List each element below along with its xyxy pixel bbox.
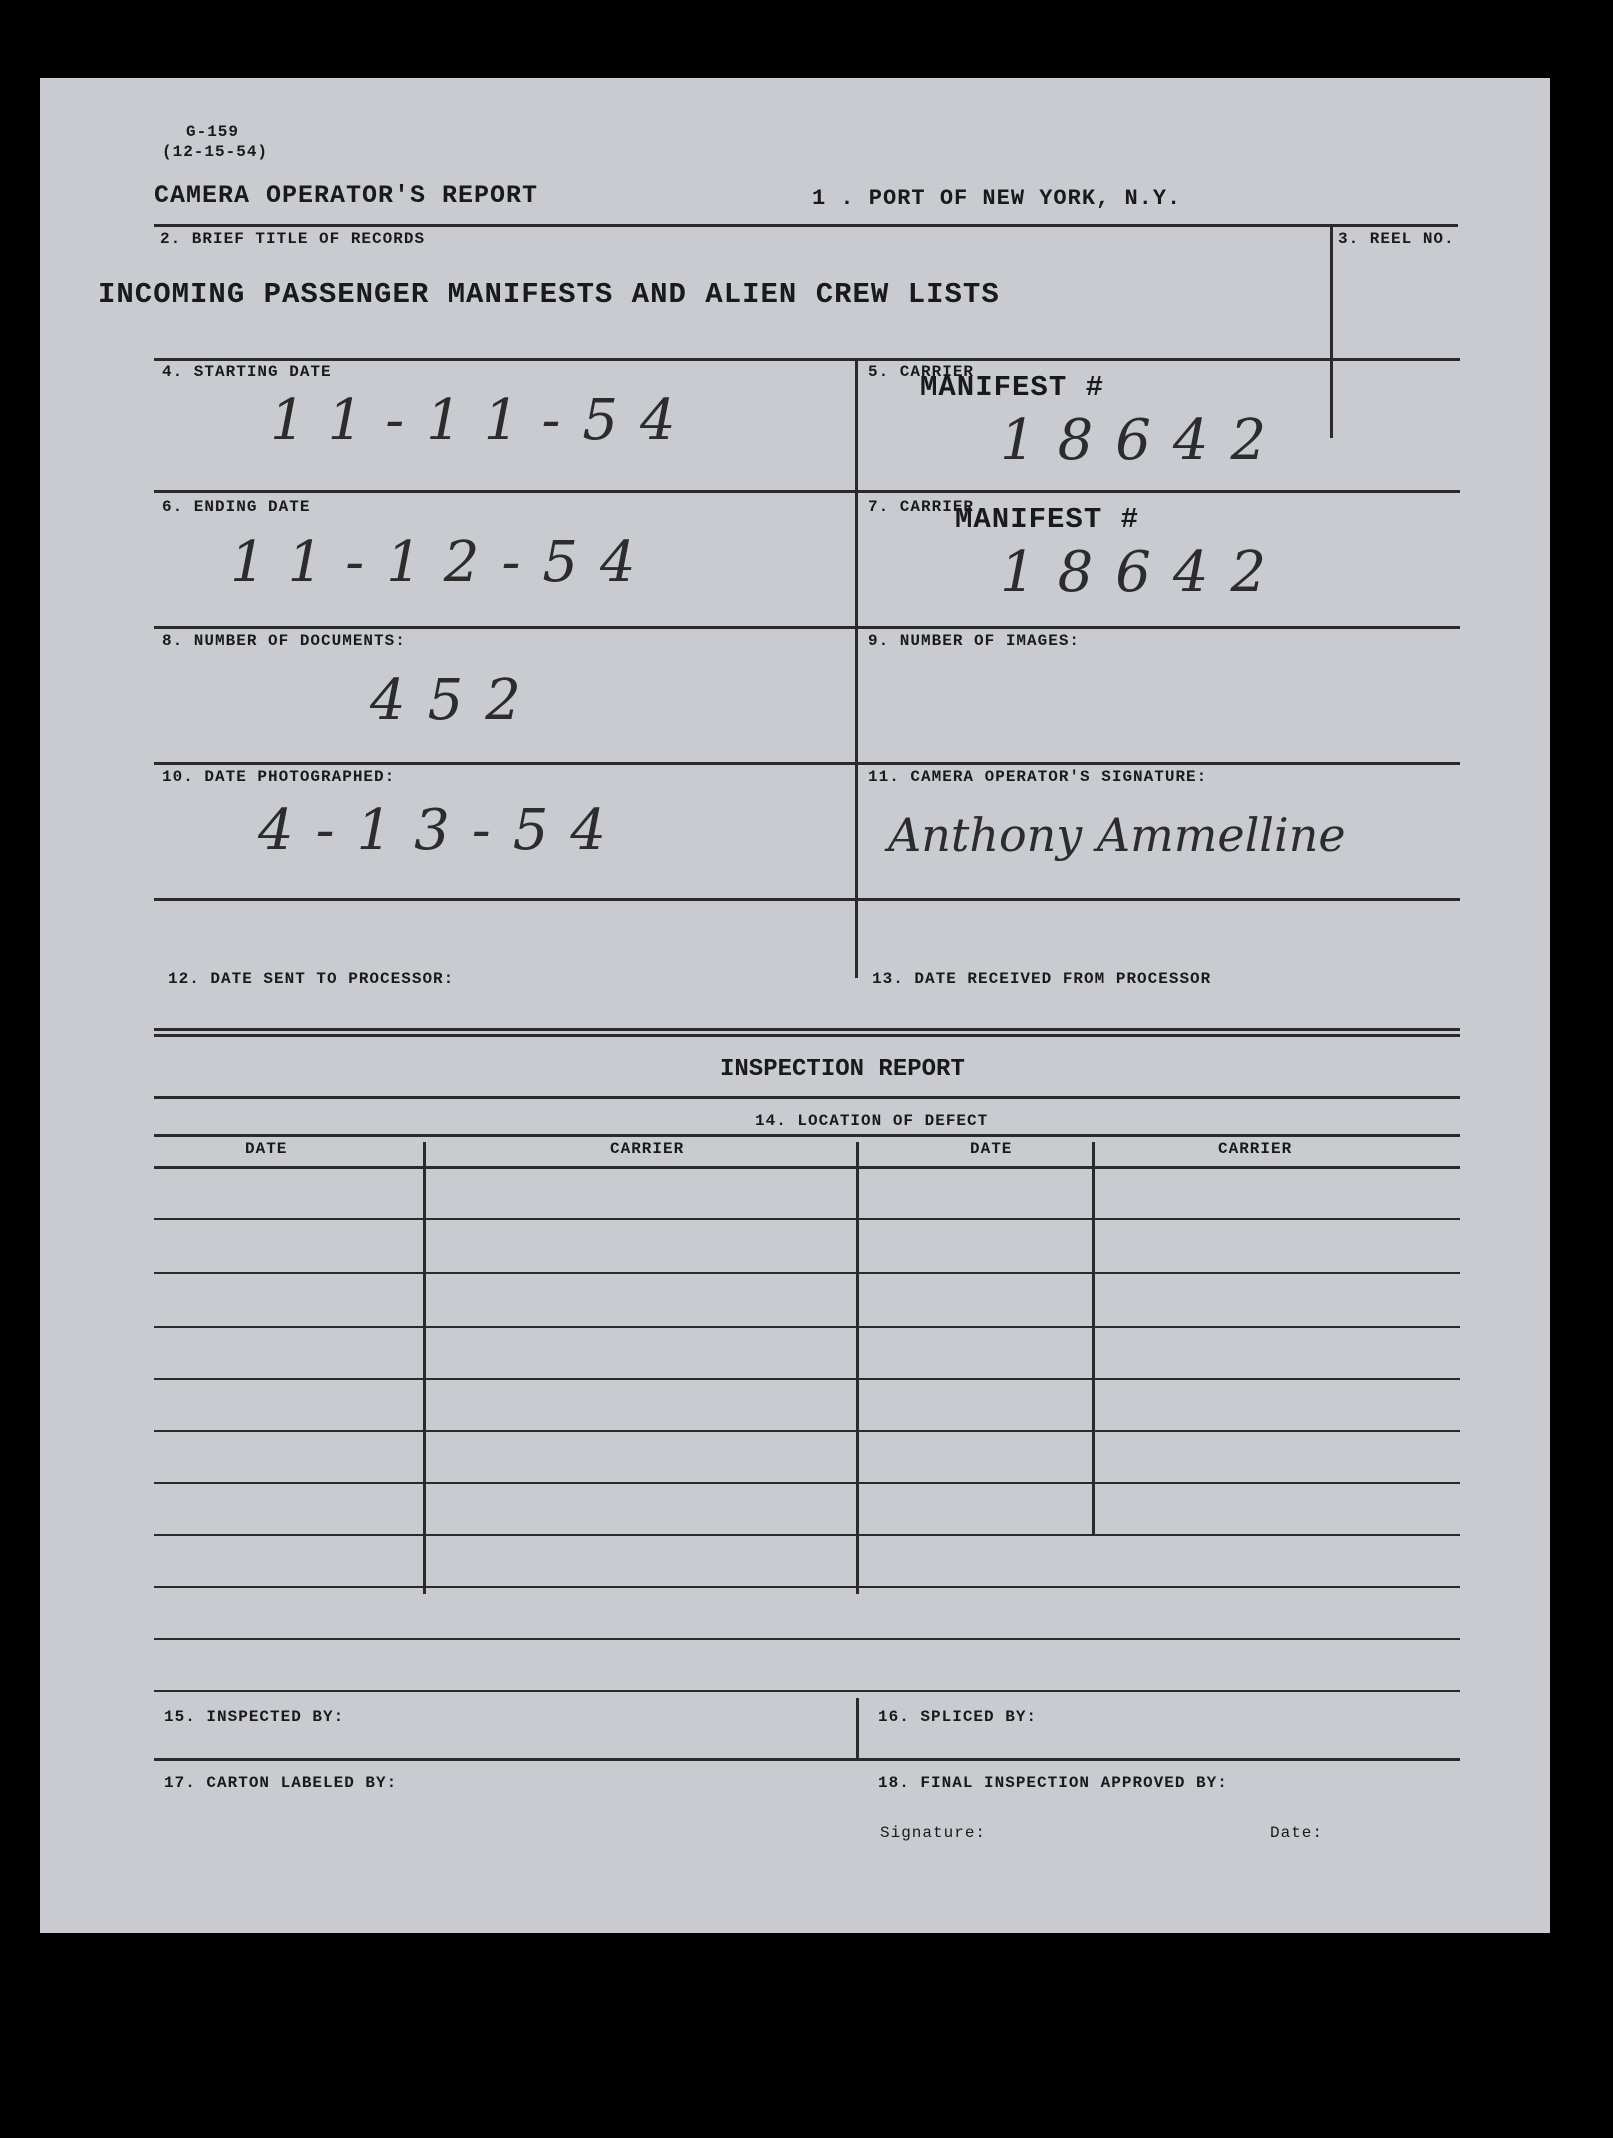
rule — [1092, 1142, 1095, 1534]
table-row — [154, 1326, 1460, 1328]
rule — [154, 898, 1460, 901]
rule — [154, 224, 1458, 227]
field-8-value[interactable]: 452 — [370, 668, 543, 733]
table-row — [154, 1534, 1460, 1536]
field-10-value[interactable]: 4-13-54 — [258, 798, 628, 863]
field-17-label: 17. CARTON LABELED BY: — [164, 1774, 398, 1792]
rule — [154, 762, 1460, 765]
rule — [154, 1166, 1460, 1169]
field-5-label: 5. CARRIER — [868, 363, 975, 381]
rule — [154, 1758, 1460, 1761]
form-number: G-159 — [186, 123, 240, 141]
form-title: CAMERA OPERATOR'S REPORT — [154, 181, 539, 210]
port-field: 1 . PORT OF NEW YORK, N.Y. — [812, 186, 1182, 211]
field-8-label: 8. NUMBER OF DOCUMENTS: — [162, 632, 406, 650]
col-header-carrier-2: CARRIER — [1218, 1140, 1293, 1158]
field-9-label: 9. NUMBER OF IMAGES: — [868, 632, 1081, 650]
table-row — [154, 1218, 1460, 1220]
col-header-carrier-1: CARRIER — [610, 1140, 685, 1158]
rule — [154, 1096, 1460, 1099]
field-2-value[interactable]: INCOMING PASSENGER MANIFESTS AND ALIEN CREW LISTS — [98, 278, 1000, 311]
rule — [154, 1134, 1460, 1137]
operator-signature[interactable]: Anthony Ammelline — [888, 808, 1346, 862]
table-row — [154, 1482, 1460, 1484]
col-header-date-1: DATE — [245, 1140, 288, 1158]
field-13-label: 13. DATE RECEIVED FROM PROCESSOR — [872, 970, 1212, 988]
field-3-label: 3. REEL NO. — [1338, 230, 1455, 248]
col-header-date-2: DATE — [970, 1140, 1013, 1158]
table-row — [154, 1690, 1460, 1692]
rule — [154, 358, 1460, 361]
field-5-value[interactable]: 18642 — [1000, 408, 1289, 473]
inspection-title: INSPECTION REPORT — [720, 1056, 965, 1083]
form-revision: (12-15-54) — [162, 143, 269, 161]
rule — [855, 358, 858, 978]
rule — [154, 1034, 1460, 1037]
rule — [154, 626, 1460, 629]
inspection-subtitle: 14. LOCATION OF DEFECT — [755, 1112, 989, 1130]
rule — [856, 1142, 859, 1594]
field-2-label: 2. BRIEF TITLE OF RECORDS — [160, 230, 426, 248]
table-row — [154, 1586, 1460, 1588]
field-6-value[interactable]: 11-12-54 — [230, 530, 658, 595]
field-18-label: 18. FINAL INSPECTION APPROVED BY: — [878, 1774, 1228, 1792]
field-4-label: 4. STARTING DATE — [162, 363, 332, 381]
rule — [423, 1142, 426, 1594]
field-7-value[interactable]: 18642 — [1000, 540, 1289, 605]
field-7-typed: MANIFEST # — [955, 503, 1140, 536]
signature-label: Signature: — [880, 1824, 987, 1842]
table-row — [154, 1638, 1460, 1640]
field-12-label: 12. DATE SENT TO PROCESSOR: — [168, 970, 455, 988]
field-10-label: 10. DATE PHOTOGRAPHED: — [162, 768, 396, 786]
field-6-label: 6. ENDING DATE — [162, 498, 311, 516]
rule — [856, 1698, 859, 1758]
field-5-typed: MANIFEST # — [920, 371, 1105, 404]
field-11-label: 11. CAMERA OPERATOR'S SIGNATURE: — [868, 768, 1208, 786]
field-7-label: 7. CARRIER — [868, 498, 975, 516]
table-row — [154, 1430, 1460, 1432]
rule — [154, 490, 1460, 493]
rule — [1330, 224, 1333, 438]
field-16-label: 16. SPLICED BY: — [878, 1708, 1038, 1726]
date-label: Date: — [1270, 1824, 1324, 1842]
table-row — [154, 1378, 1460, 1380]
field-15-label: 15. INSPECTED BY: — [164, 1708, 345, 1726]
table-row — [154, 1272, 1460, 1274]
rule — [154, 1028, 1460, 1031]
field-4-value[interactable]: 11-11-54 — [270, 388, 698, 453]
form-sheet — [40, 78, 1550, 1933]
